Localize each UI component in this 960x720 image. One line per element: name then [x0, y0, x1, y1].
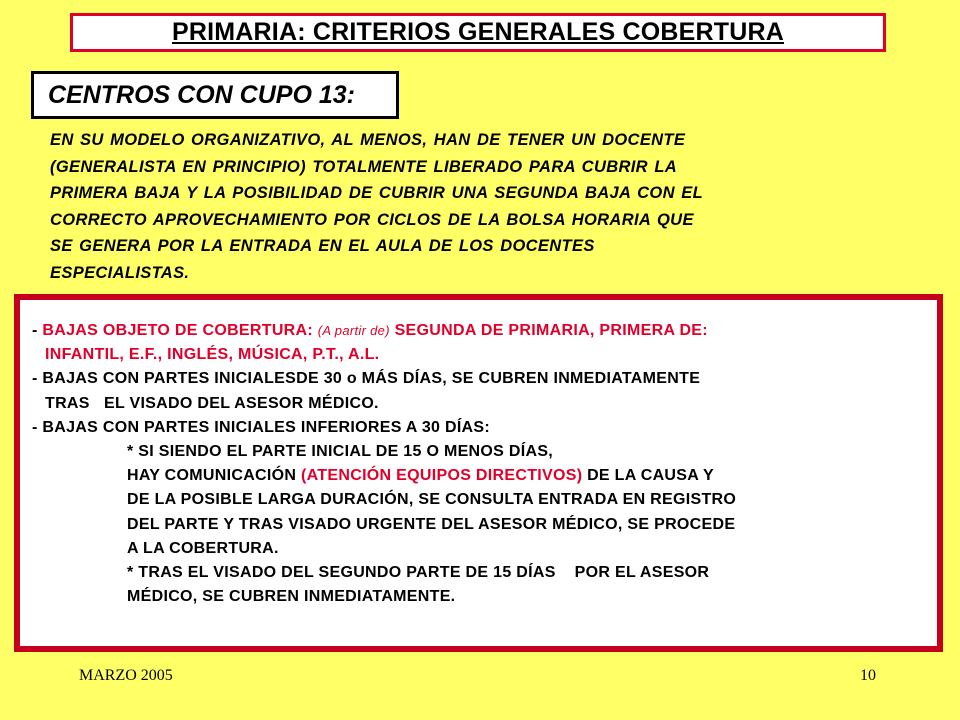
slide-title: PRIMARIA: CRITERIOS GENERALES COBERTURA [172, 18, 784, 46]
rule-3-sub-1-line-4: DEL PARTE Y TRAS VISADO URGENTE DEL ASESOR MÉDICO, SE PROCEDE [127, 515, 736, 533]
rule-1-label: BAJAS OBJETO DE COBERTURA: [42, 322, 314, 339]
paragraph-line: (GENERALISTA EN PRINCIPIO) TOTALMENTE LIBERADO PARA CUBRIR LA [50, 157, 678, 176]
subtitle: CENTROS CON CUPO 13: [48, 80, 355, 109]
intro-paragraph [50, 127, 850, 286]
paragraph-line: CORRECTO APROVECHAMIENTO POR CICLOS DE LA BOLSA HORARIA QUE [50, 210, 694, 229]
coverage-rules [32, 319, 736, 609]
paragraph-line: PRIMERA BAJA Y LA POSIBILIDAD DE CUBRIR UNA SEGUNDA BAJA CON EL [50, 184, 704, 202]
subtitle-box [31, 71, 399, 119]
rule-3-sub-1-line-5: A LA COBERTURA. [127, 539, 279, 557]
rule-2-line-1: - BAJAS CON PARTES INICIALESDE 30 o MÁS DÍAS, SE CUBREN INMEDIATAMENTE [32, 370, 701, 388]
rule-2-line-2: TRAS EL VISADO DEL ASESOR MÉDICO. [45, 394, 379, 412]
paragraph-line: EN SU MODELO ORGANIZATIVO, AL MENOS, HAN DE TENER UN DOCENTE [50, 131, 686, 149]
rule-3-sub-2-line-1: * TRAS EL VISADO DEL SEGUNDO PARTE DE 15 DÍAS POR EL ASESOR [127, 564, 710, 582]
page-number: 10 [860, 667, 876, 684]
rule-1-line-1: - BAJAS OBJETO DE COBERTURA: (A partir de) SEGUNDA DE PRIMARIA, PRIMERA DE: [32, 322, 708, 339]
rule-1-line-2: INFANTIL, E.F., INGLÉS, MÚSICA, P.T., A.L. [45, 346, 380, 364]
rule-3-line-1: - BAJAS CON PARTES INICIALES INFERIORES A 30 DÍAS: [32, 418, 491, 436]
rule-3-sub-1-line-1: * SI SIENDO EL PARTE INICIAL DE 15 O MENOS DÍAS, [127, 443, 554, 461]
paragraph-line: ESPECIALISTAS. [50, 263, 190, 282]
coverage-rules-box [14, 294, 943, 652]
paragraph-line: SE GENERA POR LA ENTRADA EN EL AULA DE LOS DOCENTES [50, 237, 595, 255]
rule-1-note: (A partir de) [317, 323, 390, 338]
slide-title-box [70, 13, 886, 52]
rule-3-sub-1-line-3: DE LA POSIBLE LARGA DURACIÓN, SE CONSULTA ENTRADA EN REGISTRO [127, 491, 737, 509]
rule-3-sub-1-line-2: HAY COMUNICACIÓN (ATENCIÓN EQUIPOS DIRECTIVOS) DE LA CAUSA Y [127, 467, 714, 485]
footer-date: MARZO 2005 [79, 667, 173, 684]
attention-note: (ATENCIÓN EQUIPOS DIRECTIVOS) [301, 467, 583, 485]
rule-1-rest: SEGUNDA DE PRIMARIA, PRIMERA DE: [389, 322, 708, 339]
rule-3-sub-2-line-2: MÉDICO, SE CUBREN INMEDIATAMENTE. [127, 588, 456, 606]
